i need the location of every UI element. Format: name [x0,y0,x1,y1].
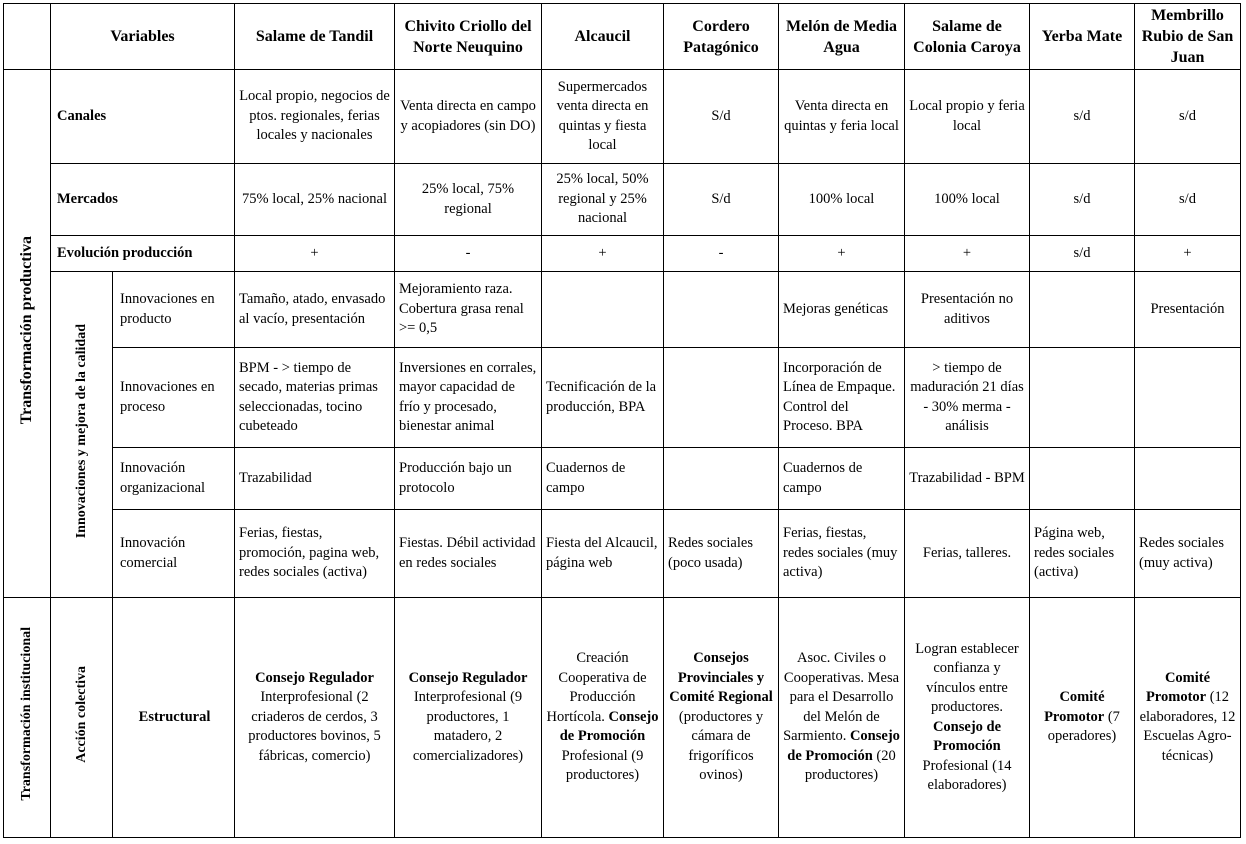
cell-post: Interprofesional (2 criaderos de cerdos, 3 productores bovinos, 5 fábricas, comercio) [248,689,381,764]
table-cell: Venta directa en campo y acopiadores (sin DO) [395,70,542,164]
table-cell [779,598,905,838]
table-cell: + [905,236,1030,272]
table-cell: Ferias, fiestas, redes sociales (muy activa) [779,510,905,598]
cell-bold: Consejo de Promoción [787,728,900,764]
row-label-mercados: Mercados [51,164,235,236]
table-cell: s/d [1135,164,1241,236]
header-alcaucil: Alcaucil [542,4,664,70]
row-label-estructural: Estructural [113,598,235,838]
cell-post: Interprofesional (9 productores, 1 matadero, 2 comercializadores) [412,689,524,764]
table-cell [542,272,664,348]
corner-cell [4,4,51,70]
table-cell: 100% local [905,164,1030,236]
cell-bold: Consejo Regulador [255,669,374,686]
table-cell: Redes sociales (muy activa) [1135,510,1241,598]
table-cell: Producción bajo un protocolo [395,448,542,510]
table-cell [1030,272,1135,348]
table-cell: s/d [1135,70,1241,164]
table-cell: Inversiones en corrales, mayor capacidad de frío y procesado, bienestar animal [395,348,542,448]
table-cell: Presentación no aditivos [905,272,1030,348]
row-label-comercial: Innovación comercial [113,510,235,598]
cell-bold: Comité Promotor [1145,669,1211,706]
table-cell [542,598,664,838]
row-proceso [4,348,1241,448]
table-cell: S/d [664,164,779,236]
cell-bold: Comité Promotor [1044,689,1105,725]
table-cell: 25% local, 50% regional y 25% nacional [542,164,664,236]
group-label-accion: Acción colectiva [51,598,113,838]
row-organizacional [4,448,1241,510]
group-label-innovaciones: Innovaciones y mejora de la calidad [51,272,113,598]
table-cell: + [542,236,664,272]
header-variables: Variables [51,4,235,70]
table-cell [1030,348,1135,448]
table-cell [664,348,779,448]
table-cell [1030,448,1135,510]
table-cell [395,598,542,838]
table-cell [1135,448,1241,510]
table-cell: Fiesta del Alcaucil, página web [542,510,664,598]
cell-post: (7 operadores) [1047,708,1120,745]
table-cell: Mejoramiento raza. Cobertura grasa renal >= 0,5 [395,272,542,348]
cell-bold: Consejo de Promoción [932,718,1002,754]
table-cell: + [779,236,905,272]
header-salame-tandil: Salame de Tandil [235,4,395,70]
table-cell: + [1135,236,1241,272]
group-label-productiva: Transformación productiva [4,70,51,598]
row-label-organizacional: Innovación organizacional [113,448,235,510]
row-canales [4,70,1241,164]
cell-bold: Consejo Regulador [408,669,528,686]
table-cell: Fiestas. Débil actividad en redes sociales [395,510,542,598]
header-cordero: Cordero Patagónico [664,4,779,70]
header-row [4,4,1241,70]
table-cell: Mejoras genéticas [779,272,905,348]
cell-post: Profesional (9 productores) [561,747,644,784]
table-cell [905,598,1030,838]
table-cell: - [664,236,779,272]
table-cell [664,272,779,348]
table-cell: S/d [664,70,779,164]
cell-post: Profesional (14 elaboradores) [922,757,1012,793]
table-cell: Presentación [1135,272,1241,348]
table-cell [1135,598,1241,838]
table-cell: + [235,236,395,272]
table-cell: > tiempo de maduración 21 días - 30% merma - análisis [905,348,1030,448]
row-label-canales: Canales [51,70,235,164]
table-cell: Trazabilidad - BPM [905,448,1030,510]
table-cell: Trazabilidad [235,448,395,510]
table-cell [1030,598,1135,838]
header-yerba: Yerba Mate [1030,4,1135,70]
table-cell [664,448,779,510]
cell-bold: Consejos Provinciales y Comité Regional [669,650,773,706]
header-membrillo: Membrillo Rubio de San Juan [1135,4,1241,70]
cell-post: (12 elaboradores, 12 Escuelas Agro-técnicas) [1139,689,1236,764]
table-cell: s/d [1030,70,1135,164]
table-cell: Tecnificación de la producción, BPA [542,348,664,448]
row-comercial [4,510,1241,598]
row-label-proceso: Innovaciones en proceso [113,348,235,448]
table-cell: - [395,236,542,272]
table-cell [664,598,779,838]
row-mercados [4,164,1241,236]
table-cell: Local propio y feria local [905,70,1030,164]
table-cell: 75% local, 25% nacional [235,164,395,236]
header-chivito: Chivito Criollo del Norte Neuquino [395,4,542,70]
row-estructural [4,598,1241,838]
table-cell: Ferias, talleres. [905,510,1030,598]
header-melon: Melón de Media Agua [779,4,905,70]
table-cell: 100% local [779,164,905,236]
table-cell: Local propio, negocios de ptos. regionales, ferias locales y nacionales [235,70,395,164]
table-cell: Cuadernos de campo [542,448,664,510]
table-cell [1135,348,1241,448]
table-cell: Cuadernos de campo [779,448,905,510]
table-cell: 25% local, 75% regional [395,164,542,236]
table-cell: Página web, redes sociales (activa) [1030,510,1135,598]
table-cell: Incorporación de Línea de Empaque. Control del Proceso. BPA [779,348,905,448]
row-label-producto: Innovaciones en producto [113,272,235,348]
table-cell: s/d [1030,164,1135,236]
table-cell: Supermercados venta directa en quintas y fiesta local [542,70,664,164]
row-label-evolucion: Evolución producción [51,236,235,272]
table-cell [235,598,395,838]
cell-bold: Consejo de Promoción [559,708,659,745]
table-cell: Venta directa en quintas y feria local [779,70,905,164]
row-evolucion [4,236,1241,272]
table-cell: BPM - > tiempo de secado, materias primas seleccionadas, tocino cubeteado [235,348,395,448]
header-salame-caroya: Salame de Colonia Caroya [905,4,1030,70]
row-producto [4,272,1241,348]
cell-post: (productores y cámara de frigoríficos ovinos) [678,708,764,784]
cell-post: (20 productores) [804,747,896,784]
cell-pre: Creación Cooperativa de Producción Hortícola. [546,650,647,725]
table-cell: Ferias, fiestas, promoción, pagina web, redes sociales (activa) [235,510,395,598]
table-cell: s/d [1030,236,1135,272]
cell-pre: Logran establecer confianza y vínculos entre productores. [915,640,1019,715]
comparison-table [3,3,1241,838]
group-label-institucional: Transformación institucional [4,598,51,838]
cell-pre: Asoc. Civiles o Cooperativas. Mesa para el Desarrollo del Melón de Sarmiento. [783,650,900,745]
table-cell: Redes sociales (poco usada) [664,510,779,598]
table-cell: Tamaño, atado, envasado al vacío, presentación [235,272,395,348]
